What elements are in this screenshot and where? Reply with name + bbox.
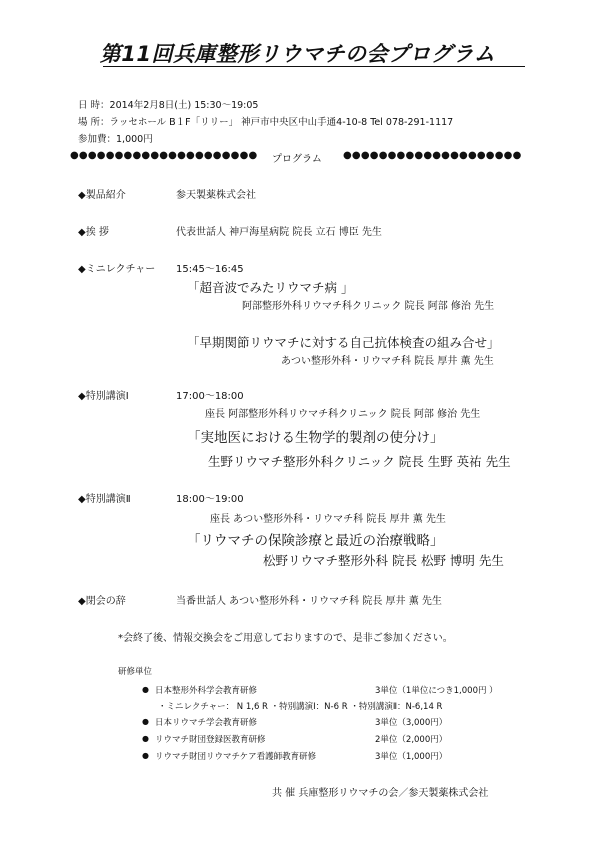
credit-units-1: 3単位（1単位につき1,000円 ） xyxy=(375,686,498,696)
special-lecture-1-title: 「実地医における生物学的製剤の使分け」 xyxy=(187,430,444,446)
special-lecture-1-speaker: 生野リウマチ整形外科クリニック 院長 生野 英祐 先生 xyxy=(208,454,511,469)
program-divider-right: ●●●●●●●●●●●●●●●●●●●● xyxy=(343,150,522,161)
greeting-label: ◆挨 拶 xyxy=(78,227,109,238)
special-lecture-1-time: 17:00～18:00 xyxy=(176,391,244,402)
credit-name-2: 日本リウマチ学会教育研修 xyxy=(155,718,258,728)
special-lecture-2-label: ◆特別講演Ⅱ xyxy=(78,494,131,505)
special-lecture-1-label: ◆特別講演Ⅰ xyxy=(78,391,129,402)
mini-lecture-talk2-title: 「早期関節リウマチに対する自己抗体検査の組み合せ」 xyxy=(187,335,500,350)
special-lecture-2-chair: 座長 あつい整形外科・リウマチ科 院長 厚井 薫 先生 xyxy=(210,514,446,525)
credit-bullet-4: ● xyxy=(142,751,149,760)
event-venue: 場 所：ラッセホール B１F「リリー」 神戸市中央区中山手通4-10-8 Tel 078-291-1117 xyxy=(78,117,454,128)
mini-lecture-label: ◆ミニレクチャー xyxy=(78,264,156,275)
credits-heading: 研修単位 xyxy=(118,667,153,677)
title-underline xyxy=(103,66,525,67)
reception-note: *会終了後、情報交換会をご用意しておりますので、是非ご参加ください。 xyxy=(118,633,453,644)
greeting-value: 代表世話人 神戸海星病院 院長 立石 博臣 先生 xyxy=(176,227,382,238)
closing-label: ◆閉会の辞 xyxy=(78,596,126,607)
credit-units-4: 3単位（1,000円） xyxy=(375,752,448,762)
credit-name-1: 日本整形外科学会教育研修 xyxy=(155,686,258,696)
credit-detail: ・ミニレクチャー： N 1,6 R ・特別講演Ⅰ：N-6 R ・特別講演Ⅱ：N-6,14 R xyxy=(158,702,443,712)
program-divider-left: ●●●●●●●●●●●●●●●●●●●●● xyxy=(70,150,258,161)
special-lecture-2-speaker: 松野リウマチ整形外科 院長 松野 博明 先生 xyxy=(263,553,504,568)
mini-lecture-talk2-speaker: あつい整形外科・リウマチ科 院長 厚井 薫 先生 xyxy=(281,356,494,367)
event-date: 日 時：2014年2月8日(土) 15:30～19:05 xyxy=(78,100,259,111)
mini-lecture-talk1-title: 「超音波でみたリウマチ病 」 xyxy=(187,280,354,295)
credit-name-4: リウマチ財団リウマチケア看護師教育研修 xyxy=(155,752,317,762)
credit-units-2: 3単位（3,000円） xyxy=(375,718,448,728)
program-heading: プログラム xyxy=(272,154,322,165)
closing-value: 当番世話人 あつい整形外科・リウマチ科 院長 厚井 薫 先生 xyxy=(176,596,442,607)
credit-bullet-3: ● xyxy=(142,734,149,743)
credit-units-3: 2単位（2,000円） xyxy=(375,735,448,745)
special-lecture-2-time: 18:00～19:00 xyxy=(176,494,244,505)
event-fee: 参加費：1,000円 xyxy=(78,134,153,145)
special-lecture-1-chair: 座長 阿部整形外科リウマチ科クリニック 院長 阿部 修治 先生 xyxy=(205,409,481,420)
mini-lecture-talk1-speaker: 阿部整形外科リウマチ科クリニック 院長 阿部 修治 先生 xyxy=(242,301,495,312)
co-hosts: 共 催 兵庫整形リウマチの会／参天製薬株式会社 xyxy=(272,788,489,799)
mini-lecture-time: 15:45～16:45 xyxy=(176,264,244,275)
product-intro-value: 参天製薬株式会社 xyxy=(176,190,256,201)
credit-bullet-1: ● xyxy=(142,685,149,694)
special-lecture-2-title: 「リウマチの保険診療と最近の治療戦略」 xyxy=(187,533,444,549)
product-intro-label: ◆製品紹介 xyxy=(78,190,126,201)
page-title: 第11回兵庫整形リウマチの会プログラム xyxy=(99,42,496,66)
credit-bullet-2: ● xyxy=(142,717,149,726)
credit-name-3: リウマチ財団登録医教育研修 xyxy=(155,735,266,745)
